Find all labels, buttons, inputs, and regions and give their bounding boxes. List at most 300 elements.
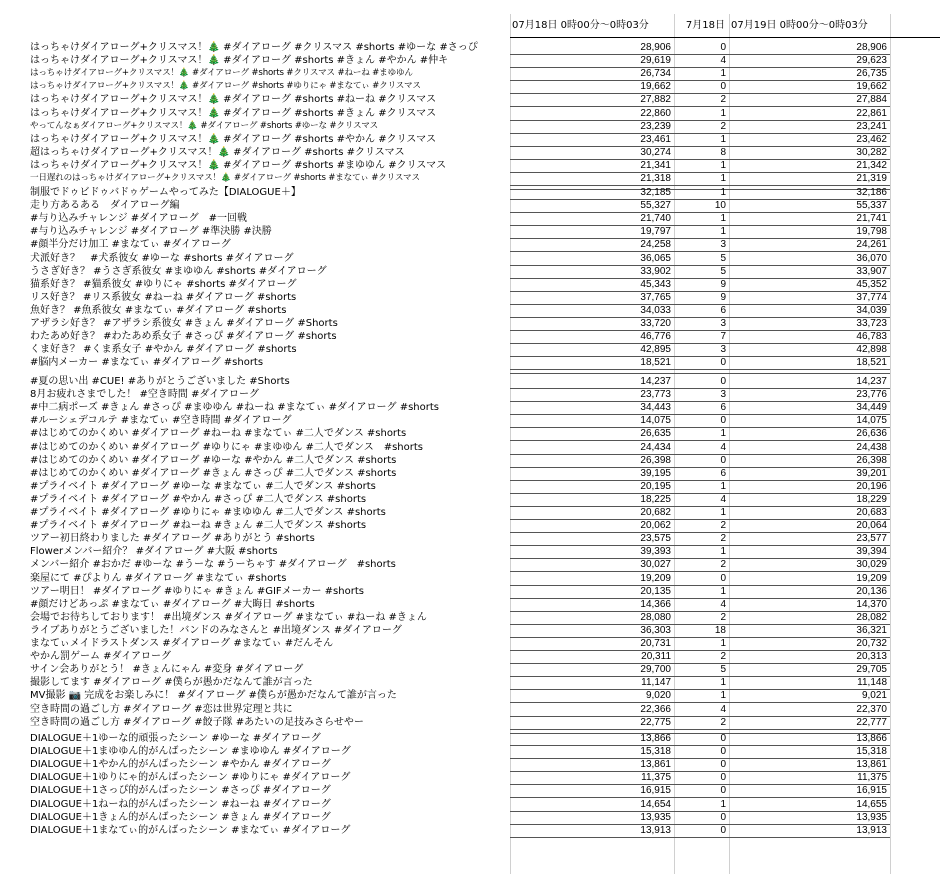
diff-cell[interactable]: 2 xyxy=(720,716,726,728)
views-jul18-cell[interactable]: 13,866 xyxy=(640,733,671,744)
views-jul19-cell[interactable]: 29,705 xyxy=(856,664,887,676)
views-jul19-cell[interactable]: 30,282 xyxy=(856,146,887,158)
table-row[interactable] xyxy=(0,745,940,758)
views-jul19-cell[interactable]: 28,082 xyxy=(856,611,887,623)
diff-cell[interactable]: 0 xyxy=(720,772,726,784)
video-title-cell[interactable]: DIALOGUE＋1ねーね的がんばったシーン #ねーね #ダイアローグ xyxy=(30,798,331,810)
views-jul18-cell[interactable]: 23,461 xyxy=(640,133,671,145)
views-jul19-cell[interactable]: 23,462 xyxy=(856,133,887,145)
table-row[interactable] xyxy=(0,519,940,532)
views-jul19-cell[interactable]: 33,723 xyxy=(856,318,887,329)
views-jul19-cell[interactable]: 23,577 xyxy=(856,533,887,545)
video-title-cell[interactable]: #プライベイト #ダイアローグ #ゆりにゃ #まゆゆん #二人でダンス #shorts xyxy=(30,507,386,518)
table-row[interactable] xyxy=(0,414,940,427)
views-jul19-cell[interactable]: 21,342 xyxy=(856,159,887,171)
views-jul18-cell[interactable]: 22,775 xyxy=(640,716,671,728)
views-jul18-cell[interactable]: 20,731 xyxy=(640,638,671,649)
diff-cell[interactable]: 0 xyxy=(720,454,726,466)
diff-cell[interactable]: 1 xyxy=(720,480,726,492)
views-jul18-cell[interactable]: 28,906 xyxy=(640,42,671,53)
views-jul19-cell[interactable]: 30,029 xyxy=(856,559,887,571)
views-jul18-cell[interactable]: 29,700 xyxy=(640,664,671,676)
views-jul19-cell[interactable]: 13,866 xyxy=(856,733,887,744)
video-title-cell[interactable]: はっちゃけダイアローグ+クリスマス！🎄 #ダイアローグ #shorts #まゆゆん #クリスマス xyxy=(30,159,447,171)
views-jul18-cell[interactable]: 18,521 xyxy=(640,357,671,369)
views-jul18-cell[interactable]: 19,209 xyxy=(640,572,671,584)
video-title-cell[interactable]: 犬派好き？ #犬系彼女 #ゆーな #shorts #ダイアローグ xyxy=(30,252,294,264)
header-views-jul18[interactable]: 07月18日 0時00分～0時03分 xyxy=(512,20,649,31)
video-title-cell[interactable]: #顔だけどあっぷ #まなてぃ #ダイアローグ #大晦日 #shorts xyxy=(30,598,315,610)
table-row[interactable] xyxy=(0,624,940,637)
views-jul18-cell[interactable]: 20,135 xyxy=(640,585,671,597)
video-title-cell[interactable]: #はじめてのかくめい #ダイアローグ #ゆーな #やかん #二人でダンス #shorts xyxy=(30,454,397,466)
views-jul18-cell[interactable]: 28,080 xyxy=(640,611,671,623)
views-jul19-cell[interactable]: 19,798 xyxy=(856,226,887,238)
diff-cell[interactable]: 2 xyxy=(720,651,726,663)
video-title-cell[interactable]: 8月お疲れさまでした！ #空き時間 #ダイアローグ xyxy=(30,389,259,401)
diff-cell[interactable]: 0 xyxy=(720,746,726,758)
video-title-cell[interactable]: はっちゃけダイアローグ+クリスマス！🎄 #ダイアローグ #クリスマス #shorts #ゆーな #さっぴ xyxy=(30,42,478,53)
header-diff-jul18[interactable]: 7月18日 xyxy=(685,20,725,31)
views-jul19-cell[interactable]: 15,318 xyxy=(856,746,887,758)
diff-cell[interactable]: 1 xyxy=(720,107,726,119)
diff-cell[interactable]: 0 xyxy=(720,357,726,369)
diff-cell[interactable]: 18 xyxy=(714,624,726,636)
diff-cell[interactable]: 1 xyxy=(720,226,726,238)
diff-cell[interactable]: 6 xyxy=(720,304,726,316)
views-jul19-cell[interactable]: 55,337 xyxy=(856,200,887,212)
views-jul19-cell[interactable]: 14,075 xyxy=(856,415,887,427)
views-jul18-cell[interactable]: 15,318 xyxy=(640,746,671,758)
views-jul19-cell[interactable]: 28,906 xyxy=(856,42,887,53)
views-jul19-cell[interactable]: 26,636 xyxy=(856,428,887,440)
table-row[interactable] xyxy=(0,732,940,745)
views-jul18-cell[interactable]: 24,434 xyxy=(640,441,671,453)
video-title-cell[interactable]: DIALOGUE＋1きょん的がんばったシーン #きょん #ダイアローグ xyxy=(30,811,331,823)
diff-cell[interactable]: 1 xyxy=(720,677,726,689)
views-jul19-cell[interactable]: 22,370 xyxy=(856,703,887,715)
views-jul19-cell[interactable]: 14,655 xyxy=(856,798,887,810)
views-jul19-cell[interactable]: 21,319 xyxy=(856,173,887,184)
video-title-cell[interactable]: 超はっちゃけダイアローグ+クリスマス！🎄 #ダイアローグ #shorts #クリスマス xyxy=(30,146,405,158)
diff-cell[interactable]: 4 xyxy=(720,55,726,67)
diff-cell[interactable]: 0 xyxy=(720,42,726,53)
views-jul19-cell[interactable]: 9,021 xyxy=(861,690,887,702)
video-title-cell[interactable]: 撮影してます #ダイアローグ #僕らが愚かだなんて誰が言った xyxy=(30,677,313,689)
video-title-cell[interactable]: はっちゃけダイアローグ+クリスマス！🎄 #ダイアローグ #shorts #きょん #やかん #仲キ xyxy=(30,55,449,67)
video-title-cell[interactable]: メンバー紹介 #おかだ #ゆーな #うーな #うーちゃす #ダイアローグ #shorts xyxy=(30,559,396,571)
table-row[interactable] xyxy=(0,304,940,317)
views-jul18-cell[interactable]: 20,195 xyxy=(640,480,671,492)
video-title-cell[interactable]: #プライベイト #ダイアローグ #ねーね #きょん #二人でダンス #shorts xyxy=(30,520,367,532)
views-jul19-cell[interactable]: 39,201 xyxy=(856,467,887,479)
views-jul18-cell[interactable]: 14,237 xyxy=(640,376,671,387)
views-jul18-cell[interactable]: 24,258 xyxy=(640,239,671,251)
views-jul19-cell[interactable]: 24,438 xyxy=(856,441,887,453)
views-jul19-cell[interactable]: 23,241 xyxy=(856,120,887,132)
views-jul19-cell[interactable]: 13,861 xyxy=(856,759,887,771)
views-jul18-cell[interactable]: 55,327 xyxy=(640,200,671,212)
video-title-cell[interactable]: 走り方あるある ダイアローグ編 xyxy=(30,200,180,212)
views-jul18-cell[interactable]: 30,027 xyxy=(640,559,671,571)
diff-cell[interactable]: 1 xyxy=(720,428,726,440)
views-jul19-cell[interactable]: 34,039 xyxy=(856,304,887,316)
diff-cell[interactable]: 0 xyxy=(720,759,726,771)
table-row[interactable] xyxy=(0,493,940,506)
video-title-cell[interactable]: DIALOGUE＋1やかん的がんばったシーン #やかん #ダイアローグ xyxy=(30,759,331,771)
table-row[interactable] xyxy=(0,454,940,467)
video-title-cell[interactable]: はっちゃけダイアローグ+クリスマス！🎄 #ダイアローグ #shorts #ゆりにゃ #まなてぃ #クリスマス xyxy=(30,81,421,92)
table-row[interactable] xyxy=(0,545,940,558)
table-row[interactable] xyxy=(0,611,940,624)
video-title-cell[interactable]: #中二病ポーズ #きょん #さっぴ #まゆゆん #ねーね #まなてぃ #ダイアローグ #shorts xyxy=(30,402,439,414)
video-title-cell[interactable]: DIALOGUE＋1ゆーな的頑張ったシーン #ゆーな #ダイアローグ xyxy=(30,733,321,744)
table-row[interactable] xyxy=(0,824,940,837)
diff-cell[interactable]: 3 xyxy=(720,344,726,356)
views-jul19-cell[interactable]: 20,683 xyxy=(856,507,887,518)
diff-cell[interactable]: 4 xyxy=(720,441,726,453)
diff-cell[interactable]: 3 xyxy=(720,239,726,251)
views-jul18-cell[interactable]: 14,366 xyxy=(640,598,671,610)
video-title-cell[interactable]: 猫系好き？ #猫系彼女 #ゆりにゃ #shorts #ダイアローグ xyxy=(30,278,297,290)
diff-cell[interactable]: 5 xyxy=(720,265,726,277)
diff-cell[interactable]: 1 xyxy=(720,187,726,198)
table-row[interactable] xyxy=(0,93,940,106)
diff-cell[interactable]: 2 xyxy=(720,94,726,106)
video-title-cell[interactable]: DIALOGUE＋1ゆりにゃ的がんばったシーン #ゆりにゃ #ダイアローグ xyxy=(30,772,351,784)
views-jul18-cell[interactable]: 19,797 xyxy=(640,226,671,238)
table-row[interactable] xyxy=(0,506,940,519)
table-row[interactable] xyxy=(0,758,940,771)
table-row[interactable] xyxy=(0,663,940,676)
video-title-cell[interactable]: ツアー明日！ #ダイアローグ #ゆりにゃ #きょん #GIFメーカー #shorts xyxy=(30,585,364,597)
video-title-cell[interactable]: わたあめ好き？ #わたあめ系女子 #さっぴ #ダイアローグ #shorts xyxy=(30,331,337,343)
views-jul18-cell[interactable]: 39,393 xyxy=(640,546,671,558)
video-title-cell[interactable]: はっちゃけダイアローグ+クリスマス！🎄 #ダイアローグ #shorts #クリスマス #ねーね #まゆゆん xyxy=(30,68,413,79)
video-title-cell[interactable]: #はじめてのかくめい #ダイアローグ #ゆりにゃ #まゆゆん #二人でダンス #shorts xyxy=(30,441,423,453)
table-row[interactable] xyxy=(0,771,940,784)
views-jul18-cell[interactable]: 11,147 xyxy=(641,677,671,689)
video-title-cell[interactable]: Flowerメンバー紹介？ #ダイアローグ #大阪 #shorts xyxy=(30,546,278,558)
diff-cell[interactable]: 0 xyxy=(720,572,726,584)
video-title-cell[interactable]: はっちゃけダイアローグ+クリスマス！🎄 #ダイアローグ #shorts #やかん #クリスマス xyxy=(30,133,437,145)
views-jul19-cell[interactable]: 16,915 xyxy=(856,785,887,797)
views-jul18-cell[interactable]: 16,915 xyxy=(640,785,671,797)
table-row[interactable] xyxy=(0,689,940,702)
diff-cell[interactable]: 5 xyxy=(720,664,726,676)
video-title-cell[interactable]: やってんなぁダイアローグ+クリスマス！🎄 #ダイアローグ #shorts #ゆーな #クリスマス xyxy=(30,120,379,131)
views-jul18-cell[interactable]: 11,375 xyxy=(641,772,671,784)
video-title-cell[interactable]: 空き時間の過ごし方 #ダイアローグ #餃子隊 #あたいの足技みさらせやー xyxy=(30,716,364,728)
table-row[interactable] xyxy=(0,811,940,824)
table-row[interactable] xyxy=(0,159,940,172)
diff-cell[interactable]: 10 xyxy=(714,200,726,212)
views-jul18-cell[interactable]: 9,020 xyxy=(645,690,671,702)
views-jul18-cell[interactable]: 13,913 xyxy=(640,824,671,836)
diff-cell[interactable]: 0 xyxy=(720,733,726,744)
views-jul18-cell[interactable]: 30,274 xyxy=(640,146,671,158)
video-title-cell[interactable]: DIALOGUE＋1さっぴ的がんばったシーン #さっぴ #ダイアローグ xyxy=(30,785,331,797)
video-title-cell[interactable]: #夏の思い出 #CUE! #ありがとうございました #Shorts xyxy=(30,376,290,387)
diff-cell[interactable]: 4 xyxy=(720,493,726,505)
video-title-cell[interactable]: 一日遅れのはっちゃけダイアローグ+クリスマス！🎄 #ダイアローグ #shorts #まなてぃ #クリスマス xyxy=(30,173,420,183)
views-jul19-cell[interactable]: 46,783 xyxy=(856,331,887,343)
views-jul18-cell[interactable]: 23,239 xyxy=(640,120,671,132)
views-jul18-cell[interactable]: 36,303 xyxy=(640,624,671,636)
video-title-cell[interactable]: 魚好き？ #魚系彼女 #まなてぃ #ダイアローグ #shorts xyxy=(30,304,287,316)
views-jul18-cell[interactable]: 29,619 xyxy=(640,55,671,67)
table-row[interactable] xyxy=(0,798,940,811)
diff-cell[interactable]: 2 xyxy=(720,520,726,532)
diff-cell[interactable]: 0 xyxy=(720,785,726,797)
video-title-cell[interactable]: サイン会ありがとう！ #きょんにゃん #変身 #ダイアローグ xyxy=(30,664,304,676)
views-jul18-cell[interactable]: 21,740 xyxy=(640,213,671,225)
diff-cell[interactable]: 6 xyxy=(720,402,726,414)
table-row[interactable] xyxy=(0,441,940,454)
views-jul19-cell[interactable]: 20,064 xyxy=(856,520,887,532)
table-row[interactable] xyxy=(0,330,940,343)
video-title-cell[interactable]: #プライベイト #ダイアローグ #ゆーな #まなてぃ #二人でダンス #shorts xyxy=(30,480,376,492)
views-jul18-cell[interactable]: 39,195 xyxy=(640,467,671,479)
views-jul19-cell[interactable]: 20,313 xyxy=(856,651,887,663)
views-jul18-cell[interactable]: 33,902 xyxy=(640,265,671,277)
table-row[interactable] xyxy=(0,388,940,401)
views-jul18-cell[interactable]: 33,720 xyxy=(640,318,671,329)
diff-cell[interactable]: 0 xyxy=(720,376,726,387)
video-title-cell[interactable]: 制服でドゥビドゥバドゥゲームやってみた【DIALOGUE＋】 xyxy=(30,187,301,198)
diff-cell[interactable]: 9 xyxy=(720,291,726,303)
diff-cell[interactable]: 4 xyxy=(720,703,726,715)
views-jul19-cell[interactable]: 37,774 xyxy=(856,291,887,303)
video-title-cell[interactable]: ライブありがとうございました！バンドのみなさんと #出境ダンス #ダイアローグ xyxy=(30,624,402,636)
views-jul18-cell[interactable]: 20,311 xyxy=(641,651,671,663)
diff-cell[interactable]: 3 xyxy=(720,318,726,329)
video-title-cell[interactable]: うさぎ好き？ #うさぎ系彼女 #まゆゆん #shorts #ダイアローグ xyxy=(30,265,327,277)
video-title-cell[interactable]: #プライベイト #ダイアローグ #やかん #さっぴ #二人でダンス #shorts xyxy=(30,493,367,505)
table-row[interactable] xyxy=(0,784,940,797)
views-jul18-cell[interactable]: 23,773 xyxy=(640,389,671,401)
video-title-cell[interactable]: #与り込みチャレンジ #ダイアローグ #一回戦 xyxy=(30,213,248,225)
views-jul19-cell[interactable]: 36,070 xyxy=(856,252,887,264)
views-jul18-cell[interactable]: 13,861 xyxy=(640,759,671,771)
views-jul19-cell[interactable]: 23,776 xyxy=(856,389,887,401)
video-title-cell[interactable]: DIALOGUE＋1まなてぃ的がんばったシーン #まなてぃ #ダイアローグ xyxy=(30,824,351,836)
views-jul19-cell[interactable]: 22,861 xyxy=(856,107,887,119)
views-jul18-cell[interactable]: 14,075 xyxy=(640,415,671,427)
views-jul18-cell[interactable]: 22,860 xyxy=(640,107,671,119)
video-title-cell[interactable]: DIALOGUE＋1まゆゆん的がんばったシーン #まゆゆん #ダイアローグ xyxy=(30,746,351,758)
table-row[interactable] xyxy=(0,172,940,185)
diff-cell[interactable]: 0 xyxy=(720,824,726,836)
header-views-jul19[interactable]: 07月19日 0時00分～0時03分 xyxy=(731,20,868,31)
table-row[interactable] xyxy=(0,703,940,716)
views-jul18-cell[interactable]: 37,765 xyxy=(640,291,671,303)
table-row[interactable] xyxy=(0,186,940,199)
views-jul19-cell[interactable]: 20,196 xyxy=(856,480,887,492)
video-title-cell[interactable]: 空き時間の過ごし方 #ダイアローグ #恋は世界定理と共に xyxy=(30,703,293,715)
diff-cell[interactable]: 5 xyxy=(720,252,726,264)
table-row[interactable] xyxy=(0,238,940,251)
table-row[interactable] xyxy=(0,401,940,414)
table-row[interactable] xyxy=(0,107,940,120)
video-title-cell[interactable]: アザラシ好き？ #アザラシ系彼女 #きょん #ダイアローグ #Shorts xyxy=(30,318,338,329)
table-row[interactable] xyxy=(0,67,940,80)
table-row[interactable] xyxy=(0,317,940,330)
table-row[interactable] xyxy=(0,356,940,369)
views-jul19-cell[interactable]: 19,662 xyxy=(856,81,887,93)
views-jul18-cell[interactable]: 13,935 xyxy=(640,811,671,823)
views-jul19-cell[interactable]: 26,398 xyxy=(856,454,887,466)
views-jul18-cell[interactable]: 21,341 xyxy=(640,159,671,171)
views-jul19-cell[interactable]: 22,777 xyxy=(856,716,887,728)
video-title-cell[interactable]: 楽屋にて #ぴよりん #ダイアローグ #まなてぃ #shorts xyxy=(30,572,287,584)
views-jul18-cell[interactable]: 45,343 xyxy=(640,278,671,290)
diff-cell[interactable]: 2 xyxy=(720,611,726,623)
diff-cell[interactable]: 2 xyxy=(720,120,726,132)
views-jul18-cell[interactable]: 46,776 xyxy=(640,331,671,343)
table-row[interactable] xyxy=(0,637,940,650)
views-jul19-cell[interactable]: 14,370 xyxy=(856,598,887,610)
table-row[interactable] xyxy=(0,343,940,356)
views-jul18-cell[interactable]: 18,225 xyxy=(640,493,671,505)
views-jul19-cell[interactable]: 21,741 xyxy=(856,213,887,225)
views-jul18-cell[interactable]: 20,682 xyxy=(640,507,671,518)
table-row[interactable] xyxy=(0,225,940,238)
views-jul19-cell[interactable]: 29,623 xyxy=(856,55,887,67)
views-jul19-cell[interactable]: 24,261 xyxy=(856,239,887,251)
views-jul18-cell[interactable]: 23,575 xyxy=(640,533,671,545)
views-jul18-cell[interactable]: 27,882 xyxy=(640,94,671,106)
diff-cell[interactable]: 1 xyxy=(720,507,726,518)
views-jul18-cell[interactable]: 26,734 xyxy=(640,68,671,80)
table-row[interactable] xyxy=(0,467,940,480)
views-jul19-cell[interactable]: 20,732 xyxy=(856,638,887,649)
video-title-cell[interactable]: #はじめてのかくめい #ダイアローグ #きょん #さっぴ #二人でダンス #shorts xyxy=(30,467,397,479)
diff-cell[interactable]: 1 xyxy=(720,213,726,225)
diff-cell[interactable]: 0 xyxy=(720,81,726,93)
views-jul19-cell[interactable]: 33,907 xyxy=(856,265,887,277)
diff-cell[interactable]: 1 xyxy=(720,68,726,80)
views-jul18-cell[interactable]: 14,654 xyxy=(640,798,671,810)
views-jul19-cell[interactable]: 26,735 xyxy=(856,68,887,80)
diff-cell[interactable]: 4 xyxy=(720,598,726,610)
table-row[interactable] xyxy=(0,278,940,291)
views-jul19-cell[interactable]: 19,209 xyxy=(856,572,887,584)
diff-cell[interactable]: 0 xyxy=(720,811,726,823)
views-jul18-cell[interactable]: 21,318 xyxy=(640,173,671,184)
diff-cell[interactable]: 1 xyxy=(720,798,726,810)
table-row[interactable] xyxy=(0,120,940,133)
diff-cell[interactable]: 6 xyxy=(720,467,726,479)
video-title-cell[interactable]: #はじめてのかくめい #ダイアローグ #ねーね #まなてぃ #二人でダンス #shorts xyxy=(30,428,407,440)
video-title-cell[interactable]: #脳内メーカー #まなてぃ #ダイアローグ #shorts xyxy=(30,357,264,369)
views-jul18-cell[interactable]: 26,398 xyxy=(640,454,671,466)
table-row[interactable] xyxy=(0,558,940,571)
table-row[interactable] xyxy=(0,291,940,304)
video-title-cell[interactable]: MV撮影 📷 完成をお楽しみに！ #ダイアローグ #僕らが愚かだなんて誰が言った xyxy=(30,690,397,702)
table-row[interactable] xyxy=(0,133,940,146)
views-jul19-cell[interactable]: 20,136 xyxy=(856,585,887,597)
table-row[interactable] xyxy=(0,427,940,440)
views-jul19-cell[interactable]: 45,352 xyxy=(856,278,887,290)
diff-cell[interactable]: 1 xyxy=(720,173,726,184)
table-row[interactable] xyxy=(0,54,940,67)
views-jul19-cell[interactable]: 42,898 xyxy=(856,344,887,356)
diff-cell[interactable]: 1 xyxy=(720,133,726,145)
table-row[interactable] xyxy=(0,480,940,493)
table-row[interactable] xyxy=(0,265,940,278)
diff-cell[interactable]: 2 xyxy=(720,533,726,545)
video-title-cell[interactable]: はっちゃけダイアローグ+クリスマス！🎄 #ダイアローグ #shorts #きょん #クリスマス xyxy=(30,107,437,119)
video-title-cell[interactable]: まなてぃメイドラストダンス #ダイアローグ #まなてぃ #だんそん xyxy=(30,638,334,649)
views-jul19-cell[interactable]: 27,884 xyxy=(856,94,887,106)
diff-cell[interactable]: 1 xyxy=(720,159,726,171)
video-title-cell[interactable]: 会場でお待ちしております！ #出境ダンス #ダイアローグ #まなてぃ #ねーね #きょん xyxy=(30,611,427,623)
views-jul19-cell[interactable]: 39,394 xyxy=(856,546,887,558)
video-title-cell[interactable]: リス好き？ #リス系彼女 #ねーね #ダイアローグ #shorts xyxy=(30,291,297,303)
table-row[interactable] xyxy=(0,585,940,598)
views-jul18-cell[interactable]: 20,062 xyxy=(640,520,671,532)
views-jul18-cell[interactable]: 34,443 xyxy=(640,402,671,414)
table-row[interactable] xyxy=(0,598,940,611)
views-jul18-cell[interactable]: 22,366 xyxy=(640,703,671,715)
table-row[interactable] xyxy=(0,252,940,265)
views-jul19-cell[interactable]: 18,229 xyxy=(856,493,887,505)
video-title-cell[interactable]: #顔半分だけ加工 #まなてぃ #ダイアローグ xyxy=(30,239,231,251)
table-row[interactable] xyxy=(0,650,940,663)
views-jul19-cell[interactable]: 14,237 xyxy=(856,376,887,387)
table-row[interactable] xyxy=(0,572,940,585)
video-title-cell[interactable]: やかん罰ゲーム #ダイアローグ xyxy=(30,651,172,663)
views-jul18-cell[interactable]: 34,033 xyxy=(640,304,671,316)
diff-cell[interactable]: 0 xyxy=(720,415,726,427)
table-row[interactable] xyxy=(0,716,940,729)
video-title-cell[interactable]: #ルーシェデコルテ #まなてぃ #空き時間 #ダイアローグ xyxy=(30,415,292,427)
views-jul18-cell[interactable]: 36,065 xyxy=(640,252,671,264)
table-row[interactable] xyxy=(0,532,940,545)
table-row[interactable] xyxy=(0,199,940,212)
views-jul19-cell[interactable]: 18,521 xyxy=(856,357,887,369)
views-jul19-cell[interactable]: 34,449 xyxy=(856,402,887,414)
diff-cell[interactable]: 8 xyxy=(720,146,726,158)
diff-cell[interactable]: 1 xyxy=(720,690,726,702)
diff-cell[interactable]: 1 xyxy=(720,585,726,597)
table-row[interactable] xyxy=(0,676,940,689)
video-title-cell[interactable]: ツアー初日終わりました #ダイアローグ #ありがとう #shorts xyxy=(30,533,315,545)
views-jul19-cell[interactable]: 11,148 xyxy=(857,677,887,689)
views-jul19-cell[interactable]: 36,321 xyxy=(856,624,887,636)
diff-cell[interactable]: 2 xyxy=(720,559,726,571)
views-jul18-cell[interactable]: 19,662 xyxy=(640,81,671,93)
table-row[interactable] xyxy=(0,146,940,159)
table-row[interactable] xyxy=(0,80,940,93)
diff-cell[interactable]: 3 xyxy=(720,389,726,401)
table-row[interactable] xyxy=(0,375,940,388)
table-row[interactable] xyxy=(0,41,940,54)
video-title-cell[interactable]: くま好き？ #くま系女子 #やかん #ダイアローグ #shorts xyxy=(30,344,297,356)
views-jul19-cell[interactable]: 13,913 xyxy=(856,824,887,836)
video-title-cell[interactable]: はっちゃけダイアローグ+クリスマス！🎄 #ダイアローグ #shorts #ねーね #クリスマス xyxy=(30,94,437,106)
diff-cell[interactable]: 1 xyxy=(720,638,726,649)
table-row[interactable] xyxy=(0,212,940,225)
views-jul18-cell[interactable]: 32,185 xyxy=(640,187,671,198)
views-jul19-cell[interactable]: 11,375 xyxy=(857,772,887,784)
views-jul18-cell[interactable]: 42,895 xyxy=(640,344,671,356)
diff-cell[interactable]: 9 xyxy=(720,278,726,290)
views-jul18-cell[interactable]: 26,635 xyxy=(640,428,671,440)
video-title-cell[interactable]: #与り込みチャレンジ #ダイアローグ #準決勝 #決勝 xyxy=(30,226,272,238)
views-jul19-cell[interactable]: 13,935 xyxy=(856,811,887,823)
